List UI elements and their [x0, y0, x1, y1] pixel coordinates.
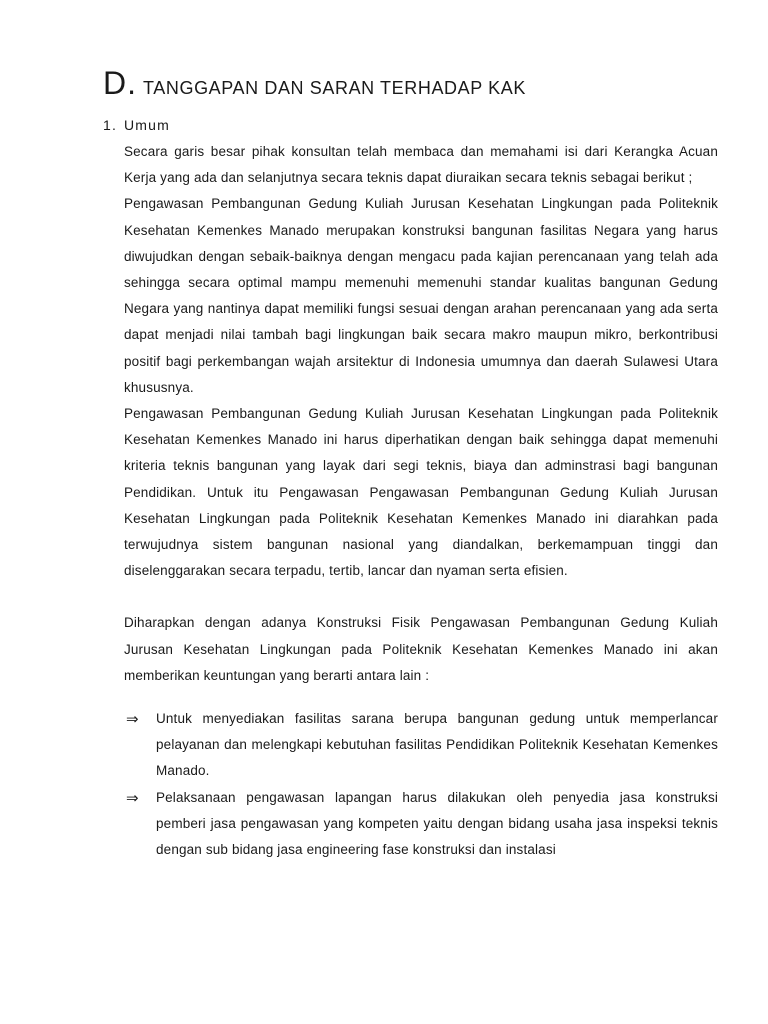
paragraph-objectives: Pengawasan Pembangunan Gedung Kuliah Jurusan Kesehatan Lingkungan pada Politeknik Kesehatan Kemenkes Manado ini harus diperhatikan dengan baik sehingga dapat memenuhi kriteria teknis bangunan yang layak dari segi teknis, biaya dan adminstrasi bagi bangunan Pendidikan. Untuk itu Pengawasan Pengawasan Pembangunan Gedung Kuliah Jurusan Kesehatan Lingkungan pada Politeknik Kesehatan Kemenkes Manado ini diarahkan pada terwujudnya sistem bangunan nasional yang diandalkan, berkemampuan tinggi dan diselenggarakan secara terpadu, tertib, lancar dan nyaman serta efisien. — [124, 406, 718, 579]
list-item-text: Untuk menyediakan fasilitas sarana berupa bangunan gedung untuk memperlancar pelayanan dan melengkapi kebutuhan fasilitas Pendidikan Politeknik Kesehatan Kemenkes Manado. — [156, 711, 718, 779]
list-item — [124, 785, 718, 864]
subsection-number: 1. — [103, 117, 118, 133]
benefit-list — [124, 706, 718, 863]
paragraph-description: Pengawasan Pembangunan Gedung Kuliah Jurusan Kesehatan Lingkungan pada Politeknik Kesehatan Kemenkes Manado merupakan konstruksi bangunan fasilitas Negara yang harus diwujudkan dengan sebaik-baiknya dengan mengacu pada kajian perencanaan yang telah ada sehingga secara optimal mampu memenuhi memenuhi standar kualitas bangunan Gedung Negara yang nantinya dapat memiliki fungsi sesuai dengan arahan perencanaan yang ada serta dapat menjadi nilai tambah bagi lingkungan baik secara makro maupun mikro, berkontribusi positif bagi perkembangan wajah arsitektur di Indonesia umumnya dan daerah Sulawesi Utara khususnya. — [124, 196, 718, 395]
double-arrow-right-icon: ⇒ — [126, 788, 139, 807]
list-item-text: Pelaksanaan pengawasan lapangan harus dilakukan oleh penyedia jasa konstruksi pemberi jasa pengawasan yang kompeten yaitu dengan bidang usaha jasa inspeksi teknis dengan sub bidang jasa engineering fase konstruksi dan instalasi — [156, 789, 718, 858]
list-item — [124, 706, 718, 785]
paragraph-benefits: Diharapkan dengan adanya Konstruksi Fisik Pengawasan Pembangunan Gedung Kuliah Jurusan Kesehatan Lingkungan pada Politeknik Kesehatan Kemenkes Manado ini akan memberikan keuntungan yang berarti antara lain : — [124, 615, 718, 683]
section-heading — [103, 64, 526, 109]
section-letter: D. — [103, 65, 137, 101]
paragraph-intro: Secara garis besar pihak konsultan telah membaca dan memahami isi dari Kerangka Acuan Kerja yang ada dan selanjutnya secara teknis dapat diuraikan secara teknis sebagai berikut ; — [124, 144, 718, 186]
subsection-heading — [103, 115, 170, 135]
body-text — [124, 139, 718, 863]
double-arrow-right-icon: ⇒ — [126, 710, 139, 729]
section-heading-text: TANGGAPAN DAN SARAN TERHADAP KAK — [143, 78, 526, 98]
subsection-title: Umum — [124, 117, 171, 133]
paragraph-spacer — [124, 584, 718, 610]
